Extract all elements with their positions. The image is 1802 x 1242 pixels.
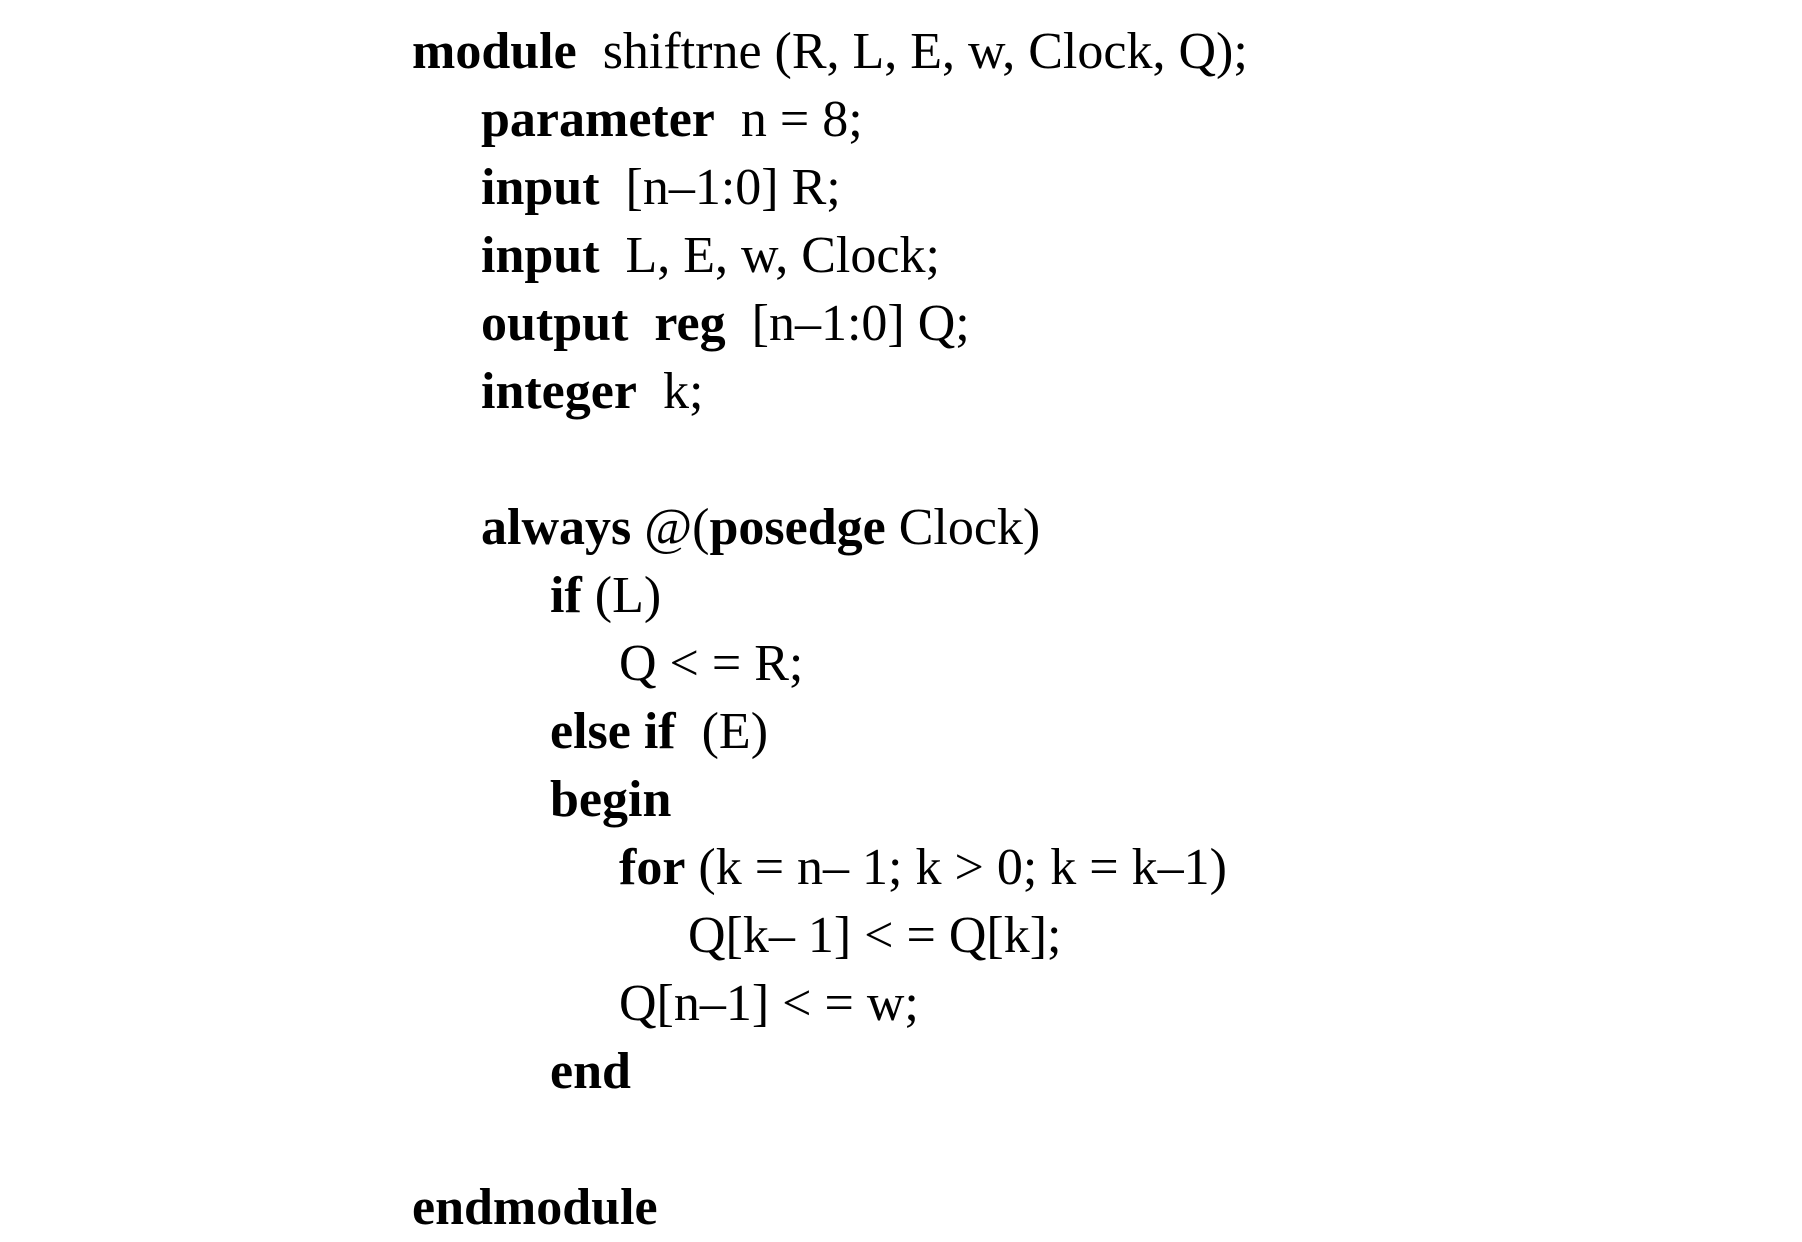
keyword: integer — [481, 363, 637, 420]
code-line-else-if — [412, 698, 1412, 766]
code-line-always — [412, 494, 1412, 562]
code-text: [n–1:0] R; — [599, 159, 841, 216]
keyword: module — [412, 23, 577, 80]
keyword: input — [481, 227, 600, 284]
code-line-endmodule — [412, 1174, 1412, 1242]
code-line-shift-assign — [412, 902, 1412, 970]
keyword: endmodule — [412, 1179, 658, 1236]
code-line-msb-assign — [412, 970, 1412, 1038]
code-text: Q[k– 1] < = Q[k]; — [688, 907, 1062, 964]
keyword: output — [481, 295, 629, 352]
code-line-input-signals — [412, 222, 1412, 290]
code-text: (L) — [581, 567, 662, 624]
code-text: k; — [636, 363, 704, 420]
keyword: parameter — [481, 91, 715, 148]
code-text: n = 8; — [714, 91, 863, 148]
code-line-blank — [412, 426, 1412, 494]
code-line-output — [412, 290, 1412, 358]
code-text: L, E, w, Clock; — [599, 227, 940, 284]
code-text: Clock) — [885, 499, 1041, 556]
keyword: else if — [550, 703, 676, 760]
code-line-parameter — [412, 86, 1412, 154]
code-line-integer — [412, 358, 1412, 426]
keyword: posedge — [709, 499, 886, 556]
code-text: Q < = R; — [619, 635, 804, 692]
code-text: shiftrne (R, L, E, w, Clock, Q); — [576, 23, 1248, 80]
code-text — [628, 295, 654, 352]
code-line-end — [412, 1038, 1412, 1106]
keyword: input — [481, 159, 600, 216]
code-text: [n–1:0] Q; — [725, 295, 970, 352]
code-line-begin — [412, 766, 1412, 834]
code-text: (k = n– 1; k > 0; k = k–1) — [685, 839, 1227, 896]
keyword: if — [550, 567, 582, 624]
code-line-blank — [412, 1106, 1412, 1174]
keyword: begin — [550, 771, 672, 828]
code-text: @( — [631, 499, 710, 556]
code-line-input-r — [412, 154, 1412, 222]
code-line-module — [412, 18, 1412, 86]
keyword: end — [550, 1043, 631, 1100]
code-text: Q[n–1] < = w; — [619, 975, 919, 1032]
keyword: for — [619, 839, 686, 896]
code-line-if — [412, 562, 1412, 630]
code-line-load-assign — [412, 630, 1412, 698]
code-line-for — [412, 834, 1412, 902]
code-text: (E) — [675, 703, 769, 760]
verilog-code-listing — [412, 18, 1412, 1242]
keyword: reg — [654, 295, 726, 352]
keyword: always — [481, 499, 632, 556]
